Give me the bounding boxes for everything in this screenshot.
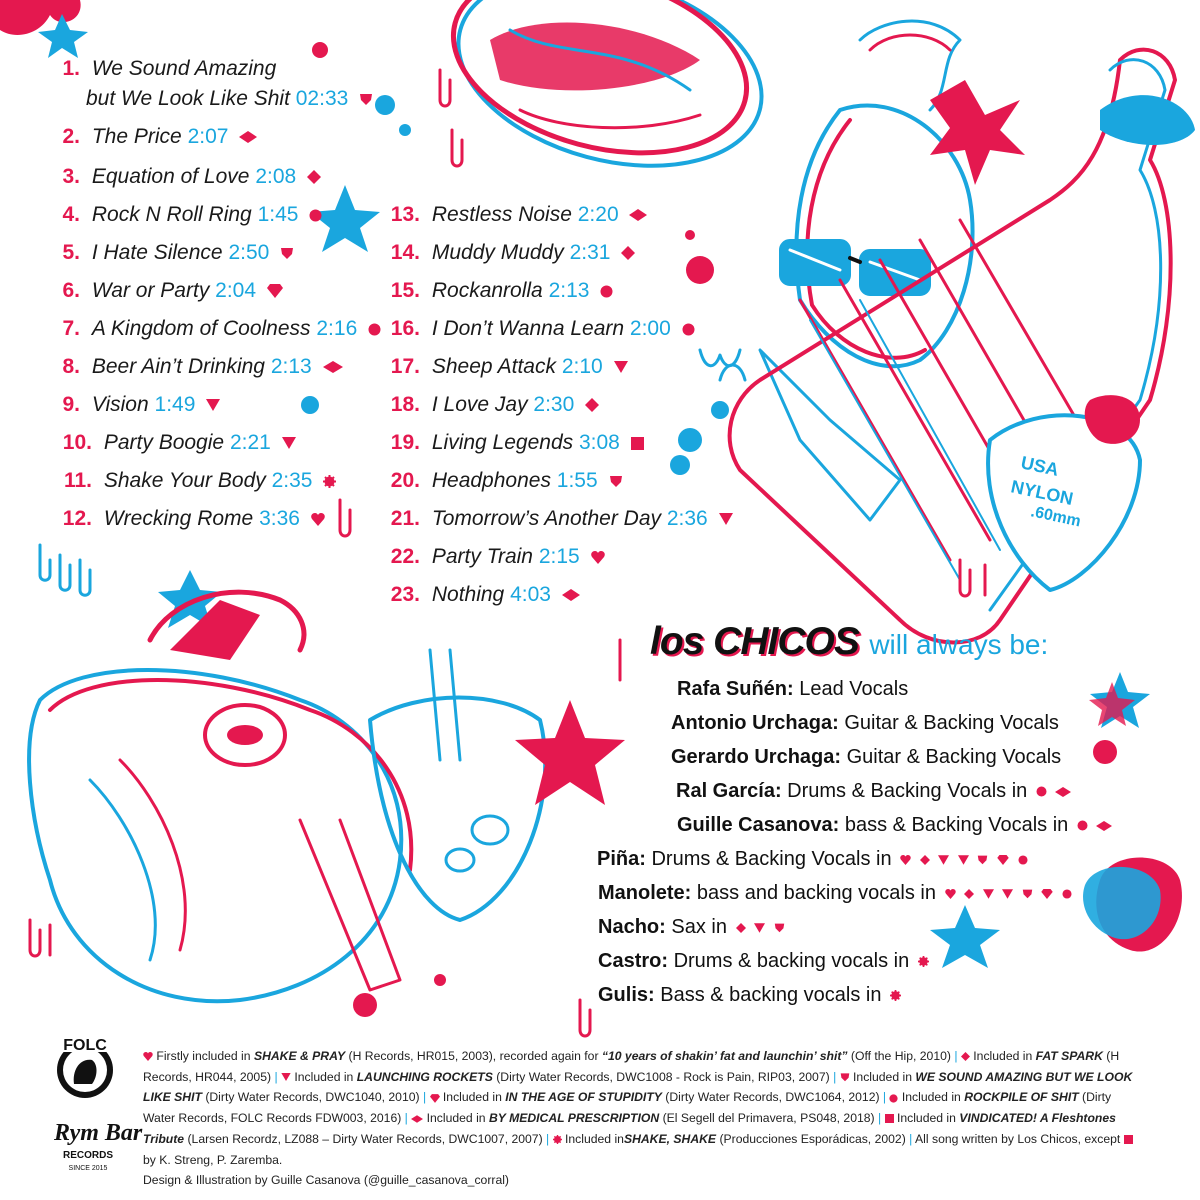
- member-name: Gerardo Urchaga:: [671, 746, 842, 768]
- svg-text:Rym Bar: Rym Bar: [54, 1120, 143, 1146]
- bird-and-cocktail-drawing: [29, 592, 545, 1001]
- member-item: [598, 882, 1072, 905]
- paint-dot: [399, 124, 411, 136]
- triangle-icon: [282, 437, 296, 449]
- track-title: I Hate Silence: [91, 241, 223, 264]
- track-title: Vision: [91, 393, 149, 416]
- heart-icon: [591, 551, 605, 564]
- track-title: Restless Noise: [431, 203, 572, 226]
- square-icon: [885, 1114, 894, 1123]
- member-role: bass and backing vocals in: [696, 882, 936, 904]
- shield-icon: [609, 474, 623, 488]
- track-duration: 2:30: [533, 393, 575, 416]
- track-duration: 1:45: [257, 203, 299, 226]
- credit-album: BY MEDICAL PRESCRIPTION: [488, 1111, 660, 1126]
- track-duration: 3:08: [578, 431, 620, 454]
- member-name: Rafa Suñén:: [677, 678, 794, 700]
- member-name: Gulis:: [598, 984, 655, 1006]
- credit-text: (El Segell del Primavera, PS048, 2018): [662, 1111, 875, 1126]
- svg-text:FOLC: FOLC: [63, 1037, 107, 1054]
- member-role: Bass & backing vocals in: [660, 984, 882, 1006]
- credit-text: (Off the Hip, 2010): [850, 1049, 951, 1063]
- track-number: 21.: [390, 507, 420, 530]
- credit-text: Included in: [426, 1111, 486, 1126]
- member-name: Guille Casanova:: [677, 814, 840, 836]
- track-duration: 2:07: [187, 125, 229, 148]
- paint-dot: [375, 95, 395, 115]
- paint-dot: [434, 974, 446, 986]
- track-title: Wrecking Rome: [103, 507, 254, 530]
- pick-text-nylon: NYLON: [1009, 476, 1075, 510]
- design-credit: Design & Illustration by Guille Casanova (@guille_casanova_corral): [143, 1173, 509, 1188]
- credit-album: LAUNCHING ROCKETS: [356, 1069, 493, 1084]
- track-number: 14.: [390, 241, 420, 264]
- star-shape: [930, 80, 1025, 185]
- track-title: Sheep Attack: [431, 355, 556, 378]
- diamond-icon: [585, 398, 599, 412]
- paint-dot: [678, 428, 702, 452]
- track-duration: 2:00: [629, 317, 671, 340]
- track-item: [386, 432, 644, 453]
- circle-icon: [889, 1094, 898, 1103]
- member-item: [598, 916, 785, 939]
- lozenge-icon: [411, 1115, 423, 1123]
- track-title: A Kingdom of Coolness: [91, 317, 311, 340]
- track-number: 20.: [390, 469, 420, 492]
- circle-icon: [309, 209, 322, 222]
- track-item: [386, 394, 599, 415]
- track-number: 22.: [390, 545, 420, 568]
- triangle-icon: [938, 855, 949, 865]
- track-number: 3.: [62, 165, 80, 188]
- member-name: Piña:: [597, 848, 646, 870]
- circle-icon: [1036, 786, 1047, 797]
- credit-text: (Dirty Water Records, DWC1008 - Rock is Pain, RIP03, 2007): [496, 1069, 830, 1084]
- folc-logo-icon: [52, 1034, 118, 1100]
- track-item: [386, 584, 580, 605]
- member-item: [676, 780, 1071, 803]
- credit-text: Included in: [565, 1131, 624, 1146]
- track-title: Rock N Roll Ring: [91, 203, 252, 226]
- lozenge-icon: [323, 361, 343, 373]
- track-number: 7.: [62, 317, 80, 340]
- credit-text: Included in: [853, 1069, 912, 1084]
- track-duration: 2:31: [569, 241, 611, 264]
- track-number: 19.: [390, 431, 420, 454]
- track-item: [386, 280, 613, 301]
- credit-text: by K. Streng, P. Zaremba.: [143, 1152, 283, 1167]
- lozenge-icon: [629, 209, 647, 221]
- shield-icon: [1022, 888, 1033, 899]
- track-item-continuation: [86, 88, 373, 109]
- track-title: Party Train: [431, 545, 533, 568]
- track-item: [58, 166, 321, 187]
- track-number: 10.: [62, 431, 92, 454]
- svg-text:RECORDS: RECORDS: [62, 1150, 114, 1161]
- credit-text: (Dirty Water Records, FOLC Records FDW003, 2016): [143, 1090, 1112, 1126]
- circle-icon: [1062, 889, 1072, 899]
- track-number: 9.: [62, 393, 80, 416]
- track-duration: 2:13: [548, 279, 590, 302]
- gem-icon: [267, 284, 283, 298]
- member-name: Manolete:: [598, 882, 692, 904]
- credit-text: Included in: [294, 1069, 354, 1084]
- track-number: 6.: [62, 279, 80, 302]
- track-duration: 2:36: [666, 507, 708, 530]
- drip-doodle: [40, 545, 50, 580]
- member-name: Ral García:: [676, 780, 782, 802]
- credit-text: Included in: [973, 1049, 1033, 1063]
- track-duration: 2:20: [577, 203, 619, 226]
- credit-text: Firstly included in: [156, 1049, 251, 1063]
- member-role: bass & Backing Vocals in: [844, 814, 1069, 836]
- diamond-icon: [961, 1052, 970, 1061]
- credit-text: (Dirty Water Records, DWC1064, 2012): [665, 1090, 880, 1105]
- track-item: [58, 242, 294, 263]
- circle-icon: [600, 285, 613, 298]
- track-title: We Sound Amazing: [91, 57, 277, 80]
- diamond-icon: [920, 855, 930, 865]
- track-item: [58, 318, 381, 339]
- track-item: [386, 546, 605, 567]
- track-item: [386, 204, 647, 225]
- member-name: Nacho:: [598, 916, 666, 938]
- credit-album: WE SOUND AMAZING BUT WE LOOK LIKE SHIT: [143, 1069, 1133, 1105]
- drip-doodle: [60, 555, 90, 595]
- track-item: [386, 242, 635, 263]
- track-duration: 02:33: [295, 87, 349, 110]
- circle-icon: [1018, 855, 1028, 865]
- credit-text: All song written by Los Chicos, except: [915, 1131, 1121, 1146]
- svg-text:SINCE 2015: SINCE 2015: [68, 1165, 108, 1172]
- drip-doodle: [580, 1000, 590, 1036]
- credit-text: Included in: [901, 1090, 961, 1105]
- shield-icon: [840, 1072, 850, 1082]
- lozenge-icon: [239, 131, 257, 143]
- member-role: Lead Vocals: [799, 678, 909, 700]
- diamond-icon: [736, 923, 746, 933]
- track-duration: 1:55: [556, 469, 598, 492]
- gem-icon: [1041, 889, 1053, 899]
- paint-dot: [685, 230, 695, 240]
- credit-album: SHAKE, SHAKE: [623, 1131, 717, 1146]
- lozenge-icon: [1096, 821, 1112, 831]
- credit-text: Included in: [896, 1111, 956, 1126]
- track-title: but We Look Like Shit: [86, 87, 290, 110]
- paint-dot: [670, 455, 690, 475]
- circle-icon: [368, 323, 381, 336]
- track-number: 4.: [62, 203, 80, 226]
- track-title: Shake Your Body: [103, 469, 266, 492]
- track-title: I Don’t Wanna Learn: [431, 317, 625, 340]
- track-title: Party Boogie: [103, 431, 225, 454]
- band-name: los CHICOS: [650, 620, 859, 663]
- shield-icon: [359, 92, 373, 106]
- member-role: Drums & backing vocals in: [673, 950, 910, 972]
- drip-doodle: [452, 130, 462, 166]
- triangle-icon: [206, 399, 220, 411]
- credit-album: SHAKE & PRAY: [253, 1049, 346, 1063]
- diamond-icon: [307, 170, 321, 184]
- track-item: [386, 508, 733, 529]
- star-shape: [930, 905, 1000, 968]
- pick-text-gauge: .60mm: [1029, 503, 1083, 531]
- track-title: Living Legends: [431, 431, 574, 454]
- heading-tail: will always be:: [869, 629, 1049, 660]
- track-number: 15.: [390, 279, 420, 302]
- credit-text: (H Records, HR015, 2003), recorded again for: [348, 1049, 599, 1063]
- track-duration: 2:08: [255, 165, 297, 188]
- track-number: 5.: [62, 241, 80, 264]
- heart-icon: [143, 1052, 153, 1061]
- triangle-icon: [983, 889, 994, 899]
- track-title: Beer Ain’t Drinking: [91, 355, 265, 378]
- diamond-icon: [621, 246, 635, 260]
- track-item: [386, 318, 695, 339]
- folc-records-logo: [52, 1034, 118, 1100]
- paint-dot: [1093, 740, 1117, 764]
- track-number: 23.: [390, 583, 420, 606]
- shield-icon: [280, 246, 294, 260]
- lozenge-icon: [562, 589, 580, 601]
- credit-album: ROCKPILE OF SHIT: [964, 1090, 1079, 1105]
- track-duration: 2:21: [229, 431, 271, 454]
- track-title: The Price: [91, 125, 182, 148]
- circle-icon: [1077, 820, 1088, 831]
- credit-text: Included in: [442, 1090, 502, 1105]
- credit-text: (Larsen Recordz, LZ088 – Dirty Water Records, DWC1007, 2007): [187, 1131, 543, 1146]
- track-duration: 4:03: [510, 583, 551, 606]
- triangle-icon: [614, 361, 628, 373]
- heart-icon: [900, 855, 911, 865]
- drip-doodle: [30, 920, 50, 956]
- track-duration: 3:36: [259, 507, 300, 530]
- gem-icon: [430, 1094, 440, 1103]
- square-icon: [1124, 1135, 1133, 1144]
- member-item: [671, 712, 1059, 735]
- lozenge-icon: [1055, 787, 1071, 797]
- paint-dot: [312, 42, 328, 58]
- member-role: Drums & Backing Vocals in: [787, 780, 1028, 802]
- track-item: [58, 470, 336, 491]
- heart-icon: [945, 889, 956, 899]
- track-title: Muddy Muddy: [431, 241, 564, 264]
- track-item: [58, 432, 296, 453]
- track-item: [58, 356, 343, 377]
- track-number: 12.: [62, 507, 92, 530]
- track-number: 11.: [63, 469, 92, 492]
- pick-text-usa: USA: [1019, 452, 1061, 480]
- diamond-icon: [964, 889, 974, 899]
- track-duration: 2:35: [271, 469, 313, 492]
- member-role: Guitar & Backing Vocals: [844, 712, 1059, 734]
- member-name: Antonio Urchaga:: [671, 712, 839, 734]
- shield-icon: [977, 854, 988, 865]
- paint-dot: [711, 401, 729, 419]
- track-title: Equation of Love: [91, 165, 250, 188]
- track-title: Headphones: [431, 469, 551, 492]
- track-duration: 2:16: [316, 317, 358, 340]
- member-item: [671, 746, 1061, 769]
- drip-doodle: [720, 365, 745, 380]
- track-number: 13.: [390, 203, 420, 226]
- member-role: Drums & Backing Vocals in: [651, 848, 892, 870]
- credits-text: Firstly included in SHAKE & PRAY (H Records, HR015, 2003), recorded again for “10 years of shakin’ fat and launchin’ shit” (Off the Hip, 2010) | Included in FAT SPARK (H Records, HR044, 2005) | Included in LAUNCHING ROCKETS (Dirty Water Records, DWC1008 - Rock is Pain, RIP03, 2007) | Included in WE SOUND AMAZING BUT WE LOOK LIKE SHIT (Dirty Water Records, DWC1040, 2010) | Included in IN THE AGE OF STUPIDITY (Dirty Water Records, DWC1064, 2012) | Included in ROCKPILE OF SHIT (Dirty Water Records, FOLC Records FDW003, 2016) | Included in BY MEDICAL PRESCRIPTION (El Segell del Primavera, PS048, 2018) | Included in VINDICATED! A Fleshtones Tribute (Larsen Recordz, LZ088 – Dirty Water Records, DWC1007, 2007) | Included inSHAKE, SHAKE (Producciones Esporádicas, 2002) | All song written by Los Chicos, except by K. Streng, P. Zaremba. Design & Illustration by Guille Casanova (@guille_casanova_corral): [143, 1049, 1133, 1188]
- track-duration: 2:10: [561, 355, 603, 378]
- track-item: [58, 58, 276, 79]
- track-title: War or Party: [91, 279, 210, 302]
- track-item: [386, 356, 628, 377]
- track-title: Tomorrow’s Another Day: [431, 507, 661, 530]
- square-icon: [631, 437, 644, 450]
- member-item: [677, 814, 1112, 837]
- triangle-icon: [281, 1073, 291, 1081]
- rym-bar-records-logo: [50, 1110, 143, 1182]
- heart-icon: [311, 513, 325, 526]
- triangle-icon: [1002, 889, 1013, 899]
- track-number: 2.: [62, 125, 80, 148]
- track-title: I Love Jay: [431, 393, 528, 416]
- track-number: 17.: [390, 355, 420, 378]
- credit-album: IN THE AGE OF STUPIDITY: [505, 1090, 662, 1105]
- track-duration: 2:15: [538, 545, 580, 568]
- member-role: Sax in: [671, 916, 727, 938]
- gear-icon: [890, 990, 901, 1001]
- track-number: 8.: [62, 355, 80, 378]
- member-item: [597, 848, 1028, 871]
- shield-icon: [774, 922, 785, 933]
- member-item: [598, 950, 929, 973]
- track-duration: 2:50: [228, 241, 270, 264]
- drip-doodle: [440, 70, 450, 106]
- circle-icon: [682, 323, 695, 336]
- track-item: [58, 126, 257, 147]
- drip-doodle: [700, 350, 740, 366]
- rym-bar-logo-icon: [50, 1110, 143, 1182]
- track-item: [58, 280, 283, 301]
- gear-icon: [918, 956, 929, 967]
- track-duration: 1:49: [154, 393, 196, 416]
- drip-doodle: [960, 560, 985, 596]
- track-duration: 2:13: [270, 355, 312, 378]
- track-item: [58, 204, 322, 225]
- member-item: [677, 678, 908, 701]
- credit-album: “10 years of shakin’ fat and launchin’ shit”: [601, 1049, 848, 1063]
- track-item: [58, 508, 325, 529]
- credit-album: FAT SPARK: [1035, 1049, 1103, 1063]
- track-number: 1.: [62, 57, 80, 80]
- credit-text: (Producciones Esporádicas, 2002): [719, 1131, 906, 1146]
- track-number: 18.: [390, 393, 420, 416]
- triangle-icon: [719, 513, 733, 525]
- band-heading: [650, 620, 1048, 664]
- track-duration: 2:04: [215, 279, 257, 302]
- member-role: Guitar & Backing Vocals: [846, 746, 1062, 768]
- member-name: Castro:: [598, 950, 669, 972]
- paint-dot: [686, 256, 714, 284]
- paint-dot: [301, 396, 319, 414]
- credit-text: (H Records, HR044, 2005): [143, 1049, 1120, 1084]
- member-item: [598, 984, 901, 1007]
- paint-dot: [353, 993, 377, 1017]
- track-number: 16.: [390, 317, 420, 340]
- triangle-icon: [754, 923, 765, 933]
- track-title: Nothing: [431, 583, 505, 606]
- track-item: [58, 394, 220, 415]
- gear-icon: [553, 1135, 562, 1144]
- drip-doodle: [340, 500, 350, 536]
- credit-text: (Dirty Water Records, DWC1040, 2010): [205, 1090, 420, 1105]
- gear-icon: [323, 475, 336, 488]
- gem-icon: [997, 855, 1009, 865]
- track-item: [386, 470, 623, 491]
- triangle-icon: [958, 855, 969, 865]
- credit-album: VINDICATED! A Fleshtones Tribute: [143, 1111, 1116, 1146]
- steak-drawing: [433, 0, 783, 197]
- track-title: Rockanrolla: [431, 279, 543, 302]
